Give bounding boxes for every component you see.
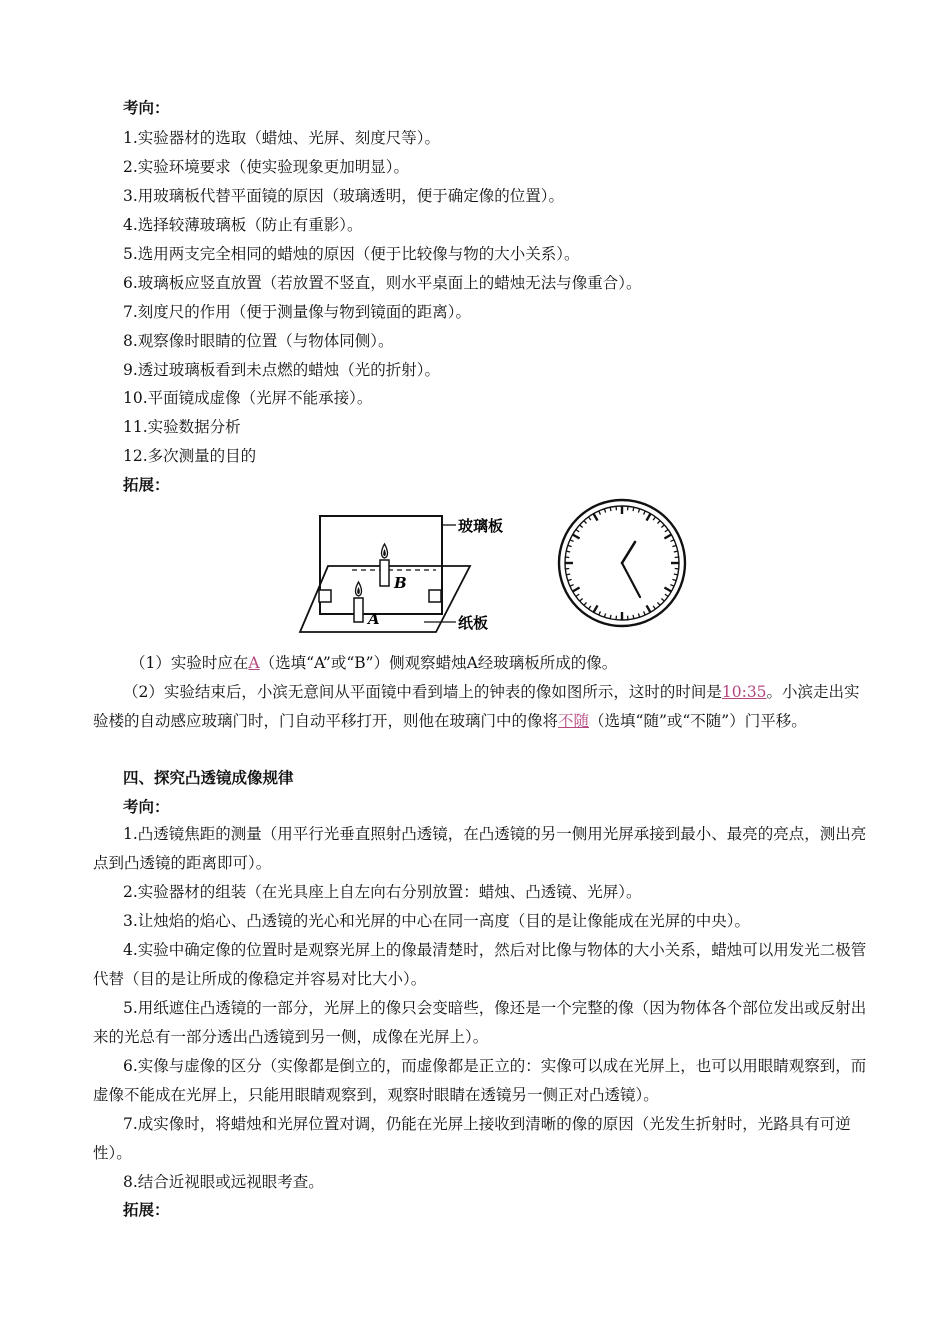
label-a: A	[368, 610, 380, 628]
section3-heading: 考向：	[123, 99, 170, 117]
label-glass-plate: 玻璃板	[458, 517, 504, 535]
candle-a	[354, 582, 363, 622]
list-item: 7.成实像时，将蜡烛和光屏位置对调，仍能在光屏上接收到清晰的像的原因（光发生折射时，光路具有可逆性）。	[93, 1115, 851, 1162]
clock-mirror-figure	[556, 497, 688, 629]
clock-tick	[633, 507, 634, 511]
support-block-right	[429, 590, 441, 602]
list-item: 1.凸透镜焦距的测量（用平行光垂直照射凸透镜，在凸透镜的另一侧用光屏承接到最小、最亮的亮点，测出亮点到凸透镜的距离即可）。	[93, 825, 867, 872]
clock-tick	[610, 615, 611, 619]
list-item: 5.用纸遮住凸透镜的一部分，光屏上的像只会变暗些，像还是一个完整的像（因为物体各个部位发出或反射出来的光总有一部分透出凸透镜到另一侧，成像在光屏上）。	[93, 999, 867, 1046]
list-item: 12.多次测量的目的	[123, 447, 257, 465]
question-1: （1）实验时应在A（选填“A”或“B”）侧观察蜡烛A经玻璃板所成的像。	[130, 654, 618, 672]
list-item: 4.选择较薄玻璃板（防止有重影）。	[123, 216, 363, 234]
mirror-experiment-figure	[296, 508, 516, 640]
clock-tick	[610, 507, 611, 511]
clock-tick	[674, 574, 678, 575]
label-b: B	[394, 574, 407, 592]
list-item: 8.结合近视眼或远视眼考查。	[123, 1173, 324, 1191]
label-paper-board: 纸板	[458, 614, 489, 632]
section3-extension-heading: 拓展：	[123, 476, 170, 494]
list-item: 3.让烛焰的焰心、凸透镜的光心和光屏的中心在同一高度（目的是让像能成在光屏的中央）。	[123, 912, 751, 930]
list-item: 2.实验环境要求（使实验现象更加明显）。	[123, 158, 410, 176]
clock-tick	[633, 615, 634, 619]
section4-heading: 考向：	[123, 798, 170, 816]
list-item: 11.实验数据分析	[123, 418, 241, 436]
list-item: 5.选用两支完全相同的蜡烛的原因（便于比较像与物的大小关系）。	[123, 245, 580, 263]
candle-b	[380, 544, 389, 586]
list-item: 6.实像与虚像的区分（实像都是倒立的，而虚像都是正立的：实像可以成在光屏上，也可以用眼睛观察到，而虚像不能成在光屏上，只能用眼睛观察到，观察时眼睛在透镜另一侧正对凸透镜）。	[93, 1057, 867, 1104]
support-block-left	[319, 590, 331, 602]
list-item: 3.用玻璃板代替平面镜的原因（玻璃透明，便于确定像的位置）。	[123, 187, 565, 205]
list-item: 2.实验器材的组装（在光具座上自左向右分别放置：蜡烛、凸透镜、光屏）。	[123, 883, 642, 901]
section4-title: 四、探究凸透镜成像规律	[123, 769, 294, 787]
list-item: 4.实验中确定像的位置时是观察光屏上的像最清楚时，然后对比像与物体的大小关系，蜡烛可以用发光二极管代替（目的是让所成的像稳定并容易对比大小）。	[93, 941, 867, 988]
answer-2-time: 10:35	[721, 683, 767, 701]
list-item: 8.观察像时眼睛的位置（与物体同侧）。	[123, 332, 394, 350]
section4-extension-heading: 拓展：	[123, 1201, 170, 1219]
list-item: 1.实验器材的选取（蜡烛、光屏、刻度尺等）。	[123, 129, 441, 147]
list-item: 10.平面镜成虚像（光屏不能承接）。	[123, 389, 373, 407]
clock-tick	[566, 574, 570, 575]
list-item: 7.刻度尺的作用（便于测量像与物到镜面的距离）。	[123, 303, 472, 321]
list-item: 9.透过玻璃板看到未点燃的蜡烛（光的折射）。	[123, 361, 441, 379]
clock-tick	[674, 551, 678, 552]
answer-1: A	[248, 654, 260, 672]
answer-2-follow: 不随	[558, 712, 590, 730]
list-item: 6.玻璃板应竖直放置（若放置不竖直，则水平桌面上的蜡烛无法与像重合）。	[123, 274, 642, 292]
question-2: （2）实验结束后，小滨无意间从平面镜中看到墙上的钟表的像如图所示，这时的时间是10:35。小滨走出实验楼的自动感应玻璃门时，门自动平移打开，则他在玻璃门中的像将不随（选填“随”或“不随”）门平移。	[93, 683, 860, 730]
clock-tick	[566, 551, 570, 552]
